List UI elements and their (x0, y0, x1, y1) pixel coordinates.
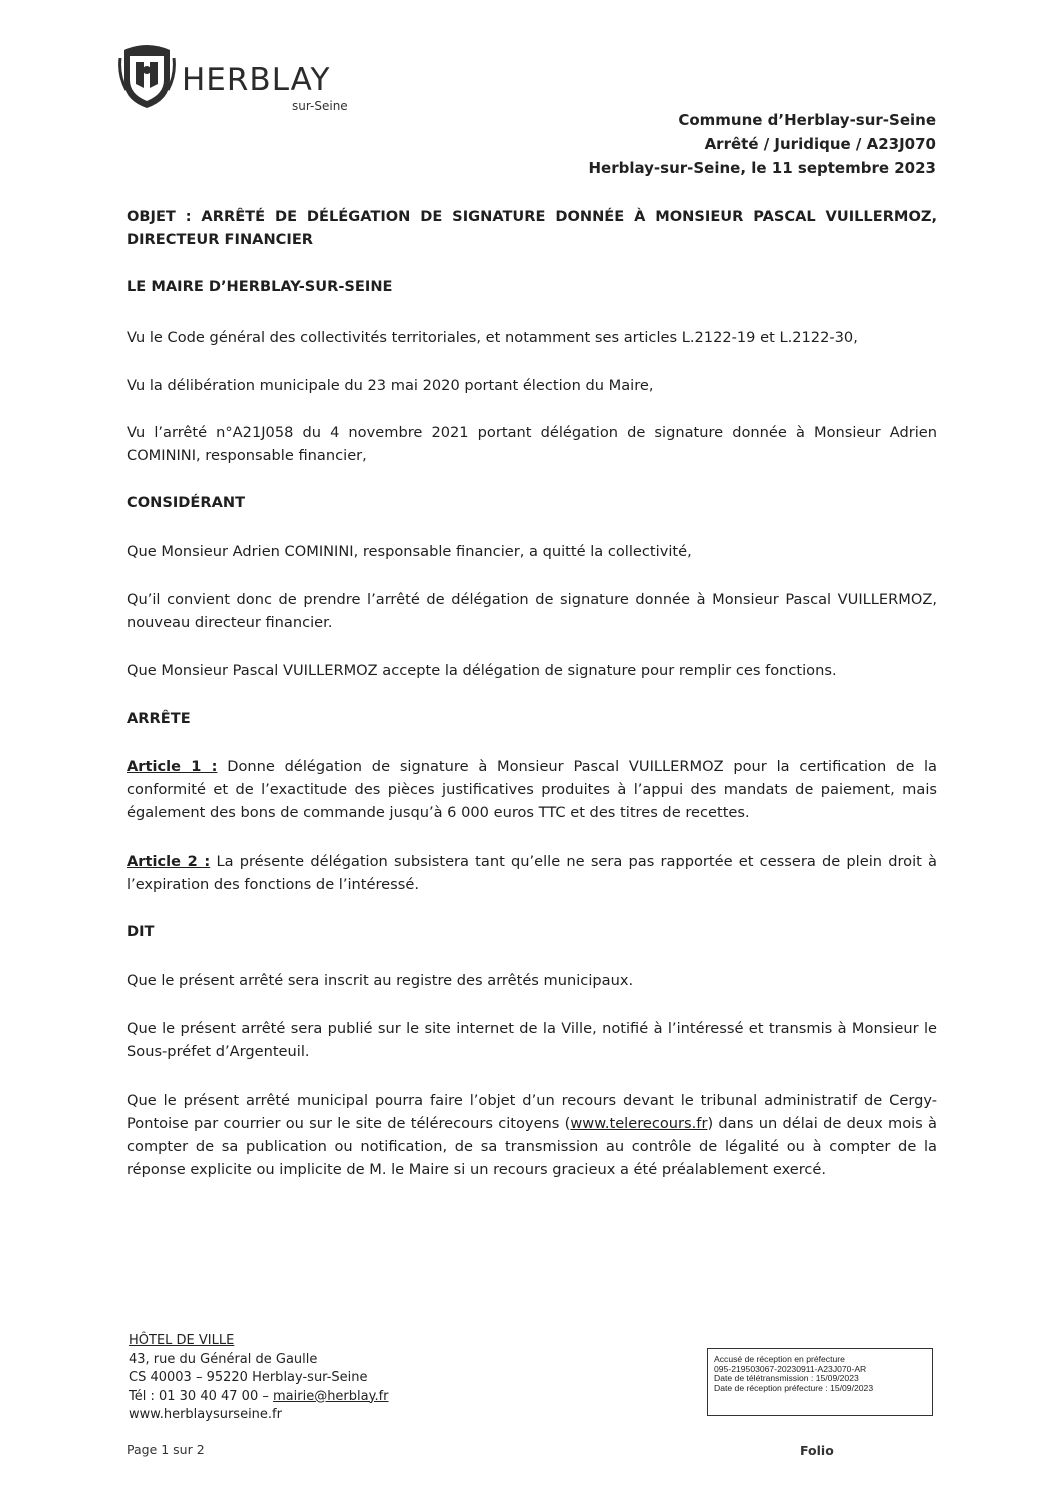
herblay-logo (118, 40, 368, 120)
recours-text-before: Que le présent arrêté municipal pourra faire l’objet d’un recours devant le tribunal administratif de Cergy-Pontoise par courrier ou sur le site de télérecours citoyens ( (127, 1092, 937, 1132)
logo-subtitle: sur-Seine (292, 99, 348, 113)
objet-text: OBJET : ARRÊTÉ DE DÉLÉGATION DE SIGNATURE DONNÉE À MONSIEUR PASCAL VUILLERMOZ, DIRECTEUR FINANCIER (127, 208, 937, 248)
arrete-heading: ARRÊTE (127, 710, 191, 727)
article-1-label: Article 1 : (127, 758, 218, 775)
footer-heading: HÔTEL DE VILLE (129, 1333, 235, 1348)
place-and-date: Herblay-sur-Seine, le 11 septembre 2023 (588, 159, 936, 177)
footer-website[interactable]: www.herblaysurseine.fr (129, 1407, 282, 1422)
footer-address (129, 1332, 389, 1425)
considerant-item-3: Que Monsieur Pascal VUILLERMOZ accepte la délégation de signature pour remplir ces fonctions. (127, 662, 837, 679)
recours-paragraph (127, 1089, 937, 1181)
article-1 (127, 755, 937, 824)
vu-paragraph-3: Vu l’arrêté n°A21J058 du 4 novembre 2021 portant délégation de signature donnée à Monsieur Adrien COMININI, responsable financier, (127, 424, 937, 464)
footer-email-link[interactable]: mairie@herblay.fr (273, 1388, 389, 1404)
vu-paragraph-2: Vu la délibération municipale du 23 mai 2020 portant élection du Maire, (127, 377, 654, 394)
dit-heading: DIT (127, 923, 155, 940)
coat-of-arms-icon (118, 40, 176, 110)
article-2-text: La présente délégation subsistera tant qu’elle ne sera pas rapportée et cessera de plein droit à l’expiration des fonctions de l’intéressé. (127, 853, 937, 893)
logo-name: HERBLAY (182, 62, 331, 98)
document-object (127, 205, 937, 251)
article-1-text: Donne délégation de signature à Monsieur Pascal VUILLERMOZ pour la certification de la conformité et de l’exactitude des pièces justificatives produites à l’appui des mandats de paiement, mais également des bons de commande jusqu’à 6 000 euros TTC et des titres de recettes. (127, 758, 937, 821)
stamp-line-2: 095-219503067-20230911-A23J070-AR (714, 1363, 867, 1374)
document-header (588, 108, 936, 180)
vu-paragraph-1: Vu le Code général des collectivités territoriales, et notamment ses articles L.2122-19 et L.2122-30, (127, 329, 858, 346)
stamp-line-1: Accusé de réception en préfecture (714, 1354, 845, 1364)
recours-text-after: ) dans un délai de deux mois à compter de sa publication ou notification, de sa transmission au contrôle de légalité ou à compter de la réponse explicite ou implicite de M. le Maire si un recours gracieux a été préalablement exercé. (127, 1115, 937, 1178)
telerecours-link[interactable]: www.telerecours.fr (570, 1115, 708, 1132)
considerant-item-2: Qu’il convient donc de prendre l’arrêté de délégation de signature donnée à Monsieur Pascal VUILLERMOZ, nouveau directeur financier. (127, 591, 937, 631)
maire-heading: LE MAIRE D’HERBLAY-SUR-SEINE (127, 278, 393, 295)
footer-street: 43, rue du Général de Gaulle (129, 1351, 318, 1367)
stamp-line-3: Date de télétransmission : 15/09/2023 (714, 1373, 859, 1384)
dit-item-1: Que le présent arrêté sera inscrit au registre des arrêtés municipaux. (127, 972, 634, 989)
commune-name: Commune d’Herblay-sur-Seine (678, 111, 936, 129)
considerant-item-1: Que Monsieur Adrien COMININI, responsable financier, a quitté la collectivité, (127, 543, 692, 560)
considerant-heading: CONSIDÉRANT (127, 494, 246, 511)
footer-phone (129, 1388, 389, 1407)
dit-item-2: Que le présent arrêté sera publié sur le site internet de la Ville, notifié à l’intéressé et transmis à Monsieur le Sous-préfet d’Argenteuil. (127, 1020, 937, 1060)
footer-phone-text: Tél : 01 30 40 47 00 – (129, 1388, 273, 1404)
article-2 (127, 850, 937, 896)
stamp-line-4: Date de réception préfecture : 15/09/2023 (714, 1382, 874, 1393)
arrete-reference: Arrêté / Juridique / A23J070 (704, 135, 936, 153)
article-2-label: Article 2 : (127, 853, 211, 870)
page-number: Page 1 sur 2 (127, 1442, 205, 1457)
footer-cs: CS 40003 – 95220 Herblay-sur-Seine (129, 1370, 368, 1385)
folio-label: Folio (800, 1443, 834, 1458)
prefecture-receipt-stamp (707, 1348, 933, 1416)
